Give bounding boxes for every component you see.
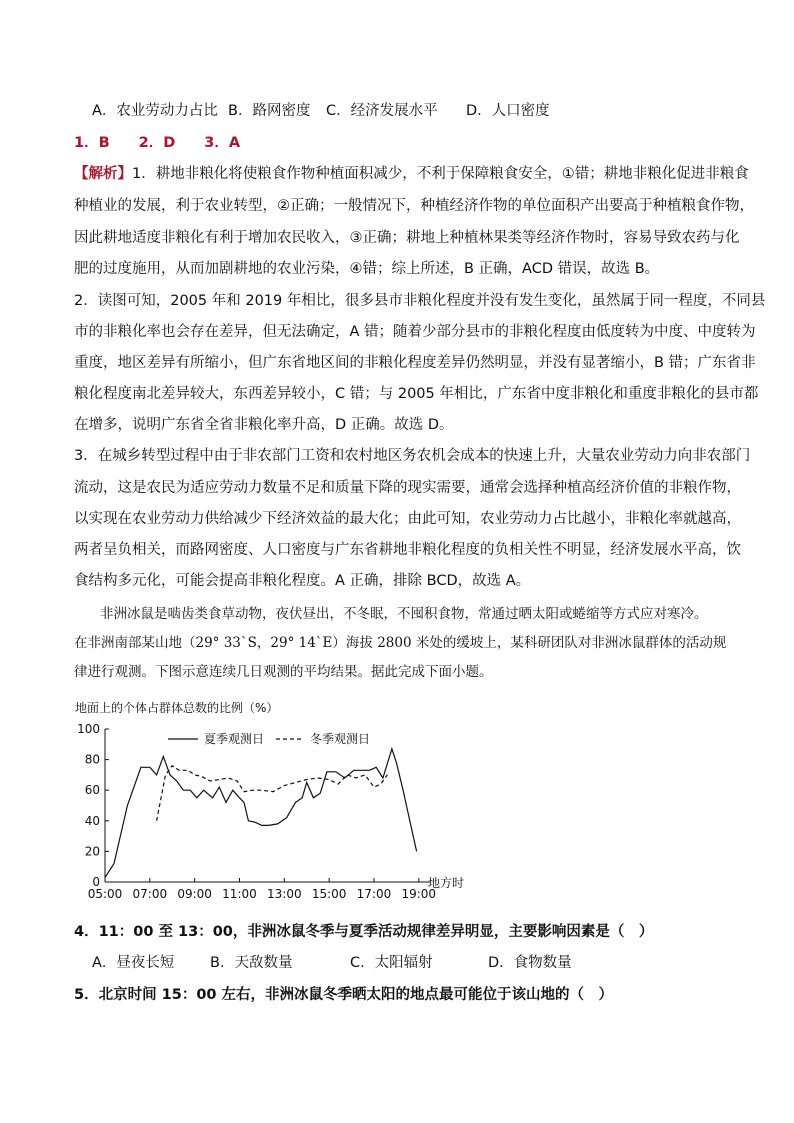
- q4-option-a: A．昼夜长短: [92, 955, 175, 971]
- activity-line-chart: [70, 700, 490, 905]
- q4-options: [92, 953, 572, 973]
- analysis-tag: 【解析】: [74, 166, 132, 182]
- x-tick-label: 17:00: [356, 887, 392, 901]
- analysis-p3-line5: 食结构多元化，可能会提高非粮化程度。A 正确，排除 BCD，故选 A。: [74, 573, 531, 589]
- analysis-p3-line4: 两者呈负相关，而路网密度、人口密度与广东省耕地非粮化程度的负相关性不明显，经济发展水平高，饮: [74, 542, 741, 558]
- prev-question-options: [92, 101, 550, 121]
- analysis-p2-line4: 粮化程度南北差异较大，东西差异较小，C 错；与 2005 年相比，广东省中度非粮化和重度非粮化的县市都: [74, 386, 759, 402]
- winter-series-line: [157, 766, 388, 821]
- x-tick-label: 15:00: [311, 887, 347, 901]
- passage-line1: 非洲冰鼠是啮齿类食草动物，夜伏昼出，不冬眠，不囤积食物，常通过晒太阳或蜷缩等方式应对寒冷。: [100, 606, 708, 622]
- q4-stem: 4．11：00 至 13：00，非洲冰鼠冬季与夏季活动规律差异明显，主要影响因素是（ ）: [74, 924, 654, 940]
- option-d: D．人口密度: [466, 103, 550, 119]
- x-tick-label: 07:00: [132, 887, 168, 901]
- x-axis-title: 地方时: [428, 876, 465, 890]
- y-tick-label: 40: [84, 813, 100, 828]
- analysis-p2-line5: 在增多，说明广东省全省非粮化率升高，D 正确。故选 D。: [74, 417, 454, 433]
- q4-option-d: D．食物数量: [488, 955, 572, 971]
- analysis-p3-line3: 以实现在农业劳动力供给减少下经济效益的最大化；由此可知，农业劳动力占比越小，非粮化率就越高，: [74, 511, 741, 527]
- q4-option-b: B．天敌数量: [210, 955, 293, 971]
- q4-option-c: C．太阳辐射: [350, 955, 433, 971]
- y-ticks: [77, 722, 109, 889]
- x-tick-label: 09:00: [177, 887, 212, 901]
- analysis-p2-line2: 市的非粮化率也会存在差异，但无法确定，A 错；随着少部分县市的非粮化程度由低度转为中度、中度转为: [74, 324, 756, 340]
- y-tick-label: 60: [84, 783, 100, 798]
- summer-series-line: [105, 749, 417, 878]
- option-c: C．经济发展水平: [326, 103, 438, 119]
- y-tick-label: 100: [77, 722, 100, 736]
- passage-line3: 律进行观测。下图示意连续几日观测的平均结果。据此完成下面小题。: [74, 664, 493, 680]
- x-tick-label: 11:00: [222, 887, 257, 901]
- answer-key: 1．B 2．D 3．A: [74, 135, 241, 151]
- passage-line2: 在非洲南部某山地（29° 33`S，29° 14`E）海拔 2800 米处的缓坡上，某科研团队对非洲冰鼠群体的活动规: [74, 635, 727, 651]
- x-tick-label: 05:00: [87, 887, 123, 901]
- y-tick-label: 80: [84, 752, 100, 767]
- analysis-p1-line1: 【解析】1．耕地非粮化将使粮食作物种植面积减少，不利于保障粮食安全，①错；耕地非粮化促进非粮食: [74, 166, 749, 182]
- analysis-p3-line1: 3．在城乡转型过程中由于非农部门工资和农村地区务农机会成本的快速上升，大量农业劳动力向非农部门: [74, 448, 751, 464]
- analysis-p2-line1: 2．读图可知，2005 年和 2019 年相比，很多县市非粮化程度并没有发生变化，虽然属于同一程度，不同县: [74, 293, 766, 309]
- analysis-p1-line3: 因此耕地适度非粮化有利于增加农民收入，③正确；耕地上种植林果类等经济作物时，容易导致农药与化: [74, 230, 740, 246]
- legend-label-winter: 冬季观测日: [310, 732, 371, 746]
- q5-stem: 5．北京时间 15：00 左右，非洲冰鼠冬季晒太阳的地点最可能位于该山地的（ ）: [74, 987, 614, 1003]
- option-b: B．路网密度: [228, 103, 311, 119]
- x-ticks: [88, 878, 436, 901]
- legend: [168, 731, 370, 746]
- option-a: A．农业劳动力占比: [92, 103, 218, 119]
- analysis-p3-line2: 流动，这是农民为适应劳动力数量不足和质量下降的现实需要，通常会选择种植高经济价值的非粮作物，: [74, 480, 741, 496]
- x-tick-label: 19:00: [401, 887, 437, 901]
- analysis-p2-line3: 重度，地区差异有所缩小，但广东省地区间的非粮化程度差异仍然明显，并没有显著缩小，B 错；广东省非: [74, 355, 756, 371]
- x-tick-label: 13:00: [267, 887, 302, 901]
- analysis-p1-line2: 种植业的发展，利于农业转型，②正确；一般情况下，种植经济作物的单位面积产出要高于种植粮食作物，: [74, 198, 754, 214]
- y-tick-label: 0: [92, 875, 100, 889]
- analysis-p1-line4: 肥的过度施用，从而加剧耕地的农业污染，④错；综上所述，B 正确，ACD 错误，故选 B。: [74, 261, 660, 277]
- series-group: [105, 749, 417, 878]
- legend-label-summer: 夏季观测日: [204, 732, 265, 746]
- y-tick-label: 20: [84, 844, 100, 859]
- y-axis-title: 地面上的个体占群体总数的比例（%）: [75, 701, 279, 715]
